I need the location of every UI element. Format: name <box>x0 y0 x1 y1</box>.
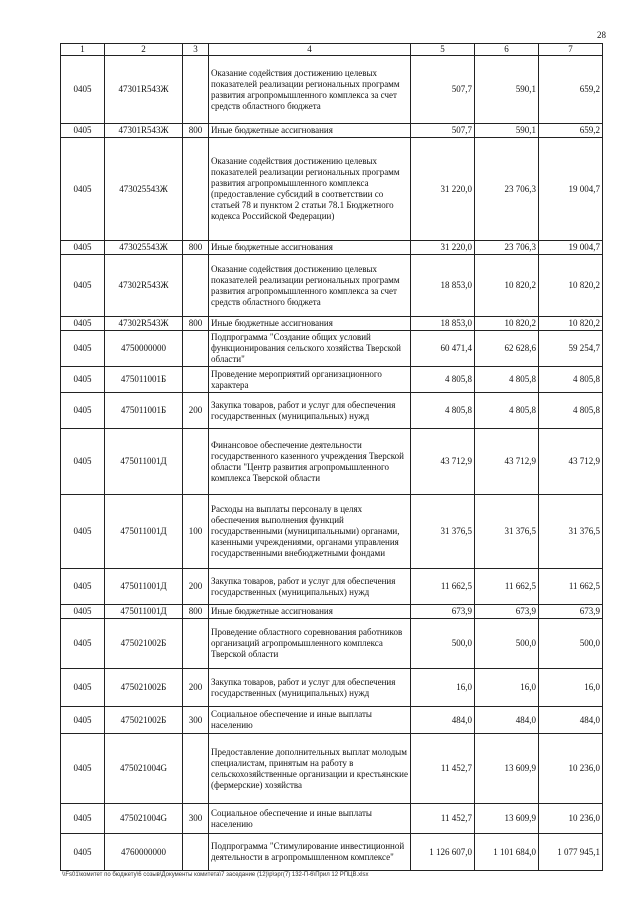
cell-expense-type: 800 <box>183 317 209 331</box>
cell-section-code: 0405 <box>61 804 105 834</box>
cell-expense-type <box>183 734 209 804</box>
cell-expense-type: 200 <box>183 393 209 429</box>
cell-section-code: 0405 <box>61 367 105 393</box>
cell-amount-col6: 23 706,3 <box>475 138 539 241</box>
table-row <box>61 56 603 124</box>
cell-target-article: 475021004G <box>105 734 183 804</box>
cell-amount-col7: 659,2 <box>539 124 603 138</box>
cell-amount-col5: 4 805,8 <box>411 367 475 393</box>
cell-amount-col5: 673,9 <box>411 605 475 619</box>
cell-section-code: 0405 <box>61 834 105 871</box>
table-body <box>61 56 603 871</box>
cell-amount-col7: 43 712,9 <box>539 429 603 495</box>
cell-amount-col5: 11 452,7 <box>411 804 475 834</box>
cell-amount-col7: 59 254,7 <box>539 331 603 367</box>
table-row <box>61 734 603 804</box>
cell-target-article: 475021002Б <box>105 619 183 669</box>
cell-section-code: 0405 <box>61 569 105 605</box>
cell-amount-col7: 31 376,5 <box>539 495 603 569</box>
cell-description: Закупка товаров, работ и услуг для обеспечения государственных (муниципальных) нужд <box>209 569 411 605</box>
cell-target-article: 475011001Д <box>105 605 183 619</box>
cell-amount-col6: 10 820,2 <box>475 255 539 317</box>
cell-amount-col6: 11 662,5 <box>475 569 539 605</box>
table-row <box>61 834 603 871</box>
cell-description: Подпрограмма "Стимулирование инвестиционной деятельности в агропромышленном комплексе" <box>209 834 411 871</box>
cell-section-code: 0405 <box>61 669 105 707</box>
cell-target-article: 47301R543Ж <box>105 56 183 124</box>
cell-amount-col6: 62 628,6 <box>475 331 539 367</box>
cell-amount-col7: 659,2 <box>539 56 603 124</box>
cell-amount-col5: 18 853,0 <box>411 255 475 317</box>
cell-description: Оказание содействия достижению целевых показателей реализации региональных программ развития агропромышленного комплекса (предоставление субсидий в соответствии со статьей 78 и пунктом 2 статьи 78.1 Бюджетного кодекса Российской Федерации) <box>209 138 411 241</box>
cell-amount-col5: 31 220,0 <box>411 241 475 255</box>
cell-amount-col6: 13 609,9 <box>475 804 539 834</box>
cell-expense-type: 100 <box>183 495 209 569</box>
cell-target-article: 475011001Д <box>105 495 183 569</box>
table-row <box>61 495 603 569</box>
column-header-2: 2 <box>105 44 183 56</box>
cell-target-article: 4750000000 <box>105 331 183 367</box>
cell-section-code: 0405 <box>61 138 105 241</box>
cell-expense-type <box>183 429 209 495</box>
cell-amount-col7: 19 004,7 <box>539 138 603 241</box>
table-row <box>61 241 603 255</box>
cell-amount-col5: 507,7 <box>411 124 475 138</box>
cell-description: Финансовое обеспечение деятельности государственного казенного учреждения Тверской области "Центр развития агропромышленного комплекса Тверской области <box>209 429 411 495</box>
table-row <box>61 331 603 367</box>
header-row <box>61 44 603 56</box>
cell-expense-type <box>183 834 209 871</box>
table-row <box>61 367 603 393</box>
cell-amount-col7: 673,9 <box>539 605 603 619</box>
cell-amount-col6: 4 805,8 <box>475 393 539 429</box>
cell-description: Проведение областного соревнования работников организаций агропромышленного комплекса Тверской области <box>209 619 411 669</box>
cell-amount-col7: 16,0 <box>539 669 603 707</box>
cell-amount-col5: 31 376,5 <box>411 495 475 569</box>
cell-amount-col5: 1 126 607,0 <box>411 834 475 871</box>
cell-description: Оказание содействия достижению целевых показателей реализации региональных программ развития агропромышленного комплекса за счет средств областного бюджета <box>209 56 411 124</box>
cell-amount-col6: 13 609,9 <box>475 734 539 804</box>
cell-expense-type <box>183 255 209 317</box>
table-row <box>61 619 603 669</box>
cell-target-article: 475011001Б <box>105 393 183 429</box>
cell-target-article: 475011001Д <box>105 429 183 495</box>
column-header-4: 4 <box>209 44 411 56</box>
table-row <box>61 429 603 495</box>
cell-amount-col6: 673,9 <box>475 605 539 619</box>
cell-target-article: 47302R543Ж <box>105 317 183 331</box>
cell-amount-col7: 19 004,7 <box>539 241 603 255</box>
cell-amount-col6: 590,1 <box>475 56 539 124</box>
cell-section-code: 0405 <box>61 56 105 124</box>
cell-amount-col7: 10 820,2 <box>539 255 603 317</box>
cell-amount-col5: 60 471,4 <box>411 331 475 367</box>
table-row <box>61 255 603 317</box>
cell-description: Иные бюджетные ассигнования <box>209 317 411 331</box>
cell-section-code: 0405 <box>61 255 105 317</box>
table-row <box>61 138 603 241</box>
cell-amount-col7: 500,0 <box>539 619 603 669</box>
table-row <box>61 124 603 138</box>
cell-amount-col5: 11 452,7 <box>411 734 475 804</box>
cell-amount-col6: 16,0 <box>475 669 539 707</box>
column-header-1: 1 <box>61 44 105 56</box>
cell-description: Проведение мероприятий организационного характера <box>209 367 411 393</box>
cell-amount-col7: 484,0 <box>539 707 603 734</box>
cell-amount-col6: 10 820,2 <box>475 317 539 331</box>
cell-expense-type <box>183 56 209 124</box>
cell-amount-col7: 4 805,8 <box>539 393 603 429</box>
cell-target-article: 4760000000 <box>105 834 183 871</box>
cell-amount-col7: 1 077 945,1 <box>539 834 603 871</box>
cell-expense-type: 200 <box>183 569 209 605</box>
cell-amount-col7: 11 662,5 <box>539 569 603 605</box>
cell-amount-col6: 500,0 <box>475 619 539 669</box>
cell-amount-col5: 16,0 <box>411 669 475 707</box>
cell-amount-col6: 4 805,8 <box>475 367 539 393</box>
cell-section-code: 0405 <box>61 393 105 429</box>
cell-expense-type: 800 <box>183 605 209 619</box>
cell-description: Предоставление дополнительных выплат молодым специалистам, принятым на работу в сельскохозяйственные организации и крестьянские (фермерские) хозяйства <box>209 734 411 804</box>
cell-expense-type <box>183 138 209 241</box>
cell-target-article: 475011001Д <box>105 569 183 605</box>
table-row <box>61 393 603 429</box>
cell-amount-col6: 590,1 <box>475 124 539 138</box>
cell-section-code: 0405 <box>61 619 105 669</box>
cell-amount-col5: 43 712,9 <box>411 429 475 495</box>
cell-expense-type: 300 <box>183 707 209 734</box>
cell-target-article: 47301R543Ж <box>105 124 183 138</box>
cell-section-code: 0405 <box>61 429 105 495</box>
cell-description: Закупка товаров, работ и услуг для обеспечения государственных (муниципальных) нужд <box>209 393 411 429</box>
cell-amount-col5: 11 662,5 <box>411 569 475 605</box>
cell-expense-type <box>183 367 209 393</box>
cell-expense-type: 300 <box>183 804 209 834</box>
cell-target-article: 475011001Б <box>105 367 183 393</box>
column-header-3: 3 <box>183 44 209 56</box>
table-row <box>61 804 603 834</box>
cell-section-code: 0405 <box>61 317 105 331</box>
cell-expense-type: 800 <box>183 124 209 138</box>
cell-target-article: 47302R543Ж <box>105 255 183 317</box>
cell-expense-type <box>183 619 209 669</box>
cell-section-code: 0405 <box>61 495 105 569</box>
cell-section-code: 0405 <box>61 734 105 804</box>
cell-description: Подпрограмма "Создание общих условий функционирования сельского хозяйства Тверской области" <box>209 331 411 367</box>
cell-amount-col7: 4 805,8 <box>539 367 603 393</box>
cell-amount-col6: 484,0 <box>475 707 539 734</box>
cell-section-code: 0405 <box>61 331 105 367</box>
table-row <box>61 569 603 605</box>
cell-target-article: 475021002Б <box>105 707 183 734</box>
cell-section-code: 0405 <box>61 605 105 619</box>
cell-amount-col7: 10 820,2 <box>539 317 603 331</box>
cell-amount-col5: 18 853,0 <box>411 317 475 331</box>
page-number: 28 <box>597 30 606 40</box>
table-row <box>61 605 603 619</box>
cell-target-article: 475021002Б <box>105 669 183 707</box>
cell-description: Иные бюджетные ассигнования <box>209 605 411 619</box>
column-header-6: 6 <box>475 44 539 56</box>
cell-amount-col7: 10 236,0 <box>539 734 603 804</box>
table-row <box>61 317 603 331</box>
cell-amount-col7: 10 236,0 <box>539 804 603 834</box>
column-header-5: 5 <box>411 44 475 56</box>
cell-description: Иные бюджетные ассигнования <box>209 124 411 138</box>
budget-table <box>60 43 603 871</box>
cell-target-article: 475021004G <box>105 804 183 834</box>
cell-amount-col6: 31 376,5 <box>475 495 539 569</box>
cell-amount-col6: 1 101 684,0 <box>475 834 539 871</box>
cell-description: Социальное обеспечение и иные выплаты населению <box>209 804 411 834</box>
cell-expense-type: 200 <box>183 669 209 707</box>
file-path-footer: \\Fs01\комитет по бюджету\6 созыв\Документы комитета\7 заседание (12)\р\эрг(7) 132-П-6\Прил 12 РПЦВ.xlsx <box>62 872 369 878</box>
cell-description: Оказание содействия достижению целевых показателей реализации региональных программ развития агропромышленного комплекса за счет средств областного бюджета <box>209 255 411 317</box>
cell-description: Расходы на выплаты персоналу в целях обеспечения выполнения функций государственными (муниципальными) органами, казенными учреждениями, органами управления государственными внебюджетными фондами <box>209 495 411 569</box>
cell-amount-col5: 500,0 <box>411 619 475 669</box>
cell-description: Закупка товаров, работ и услуг для обеспечения государственных (муниципальных) нужд <box>209 669 411 707</box>
cell-target-article: 473025543Ж <box>105 241 183 255</box>
cell-amount-col5: 4 805,8 <box>411 393 475 429</box>
table-row <box>61 707 603 734</box>
cell-expense-type <box>183 331 209 367</box>
cell-amount-col6: 43 712,9 <box>475 429 539 495</box>
cell-description: Социальное обеспечение и иные выплаты населению <box>209 707 411 734</box>
cell-expense-type: 800 <box>183 241 209 255</box>
cell-amount-col5: 507,7 <box>411 56 475 124</box>
cell-amount-col5: 31 220,0 <box>411 138 475 241</box>
cell-section-code: 0405 <box>61 241 105 255</box>
cell-amount-col5: 484,0 <box>411 707 475 734</box>
cell-description: Иные бюджетные ассигнования <box>209 241 411 255</box>
column-header-7: 7 <box>539 44 603 56</box>
cell-section-code: 0405 <box>61 124 105 138</box>
cell-target-article: 473025543Ж <box>105 138 183 241</box>
cell-section-code: 0405 <box>61 707 105 734</box>
cell-amount-col6: 23 706,3 <box>475 241 539 255</box>
table-row <box>61 669 603 707</box>
